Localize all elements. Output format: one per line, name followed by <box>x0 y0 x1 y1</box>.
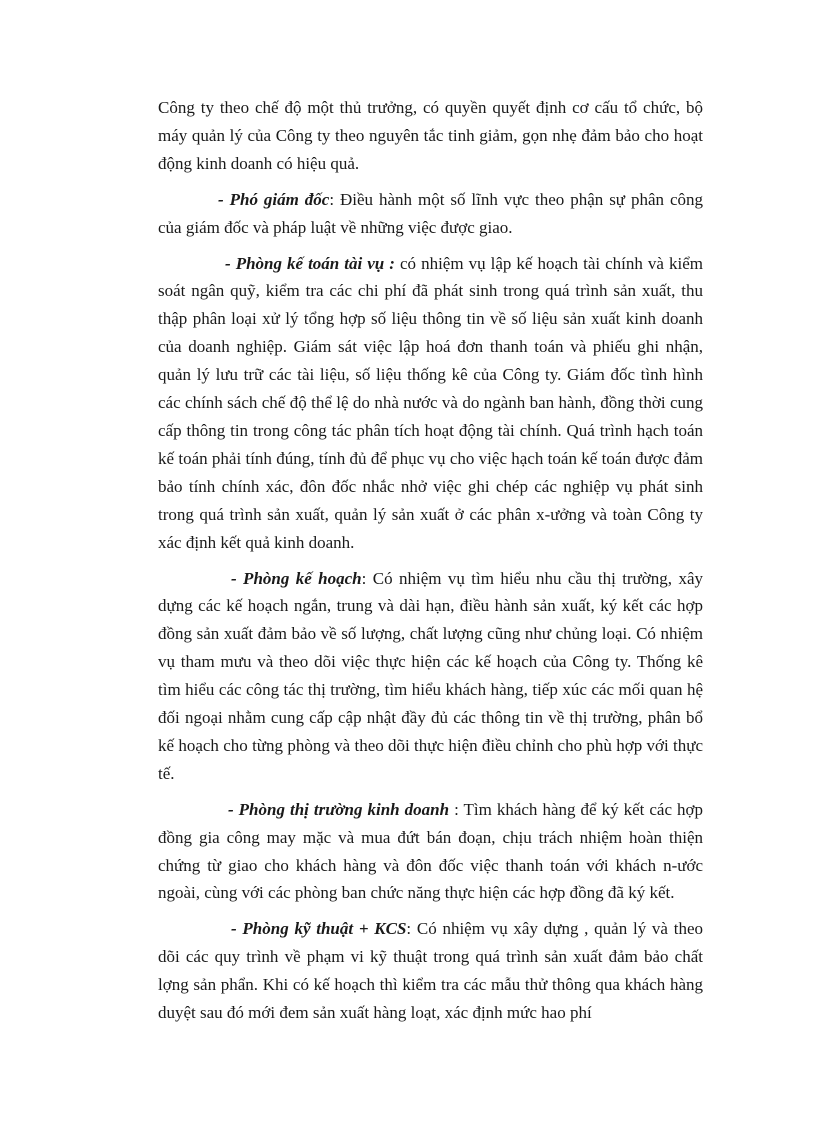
paragraph-heading: - Phó giám đốc <box>218 189 330 209</box>
paragraph-intro <box>158 94 703 178</box>
paragraph-heading: - Phòng kế hoạch <box>231 568 362 588</box>
paragraph-heading: - Phòng kế toán tài vụ : <box>225 253 395 273</box>
paragraph-technical <box>158 915 703 1027</box>
paragraph-body: : Có nhiệm vụ xây dựng , quản lý và theo dõi các quy trình về phạm vi kỹ thuật trong quá trình sản xuất đảm bảo chất lợng sản phẩn. Khi có kế hoạch thì kiểm tra các mẫu thử thông qua khách hàng duyệt sau đó mới đem sản xuất hàng loạt, xác định mức hao phí <box>158 919 703 1023</box>
paragraph-heading: - Phòng thị trường kinh doanh <box>228 799 450 819</box>
paragraph-accounting <box>158 250 703 557</box>
paragraph-heading: - Phòng kỹ thuật + KCS <box>231 919 407 939</box>
paragraph-body: có nhiệm vụ lập kế hoạch tài chính và kiểm soát ngân quỹ, kiểm tra các chi phí đã phát sinh trong quá trình sản xuất, thu thập phân loại xử lý tổng hợp số liệu thông tin về số liệu sản xuất kinh doanh của doanh nghiệp. Giám sát việc lập hoá đơn thanh toán và phiếu ghi nhận, quản lý lưu trữ các tài liệu, số liệu thống kê của Công ty. Giám đốc tình hình các chính sách chế độ thể lệ do nhà nước và do ngành ban hành, đồng thời cung cấp thông tin trong công tác phân tích hoạt động tài chính. Quá trình hạch toán kế toán phải tính đúng, tính đủ để phục vụ cho việc hạch toán kế toán được đảm bảo tính chính xác, đôn đốc nhắc nhở việc ghi chép các nghiệp vụ phát sinh trong quá trình sản xuất, quản lý sản xuất ở các phân x-ưởng và toàn Công ty xác định kết quả kinh doanh. <box>158 253 703 552</box>
paragraph-body: : Tìm khách hàng để ký kết các hợp đồng gia công may mặc và mua đứt bán đoạn, chịu trách nhiệm hoàn thiện chứng từ giao cho khách hàng và đôn đốc việc thanh toán với khách n-ước ngoài, cùng với các phòng ban chức năng thực hiện các hợp đồng đã ký kết. <box>158 799 703 903</box>
paragraph-planning <box>158 565 703 788</box>
document-page <box>158 94 703 1035</box>
paragraph-deputy-director <box>158 186 703 242</box>
paragraph-market <box>158 796 703 908</box>
paragraph-body: : Điều hành một số lĩnh vực theo phận sự phân công của giám đốc và pháp luật về những việc được giao. <box>158 189 703 237</box>
paragraph-body: Công ty theo chế độ một thủ trưởng, có quyền quyết định cơ cấu tổ chức, bộ máy quản lý của Công ty theo nguyên tắc tinh giảm, gọn nhẹ đảm bảo cho hoạt động kinh doanh có hiệu quả. <box>158 98 703 173</box>
paragraph-body: : Có nhiệm vụ tìm hiểu nhu cầu thị trường, xây dựng các kế hoạch ngắn, trung và dài hạn, điều hành sản xuất, ký kết các hợp đồng sản xuất đảm bảo về số lượng, chất lượng cũng như chủng loại. Có nhiệm vụ tham mưu và theo dõi việc thực hiện các kế hoạch của Công ty. Thống kê tìm hiểu các công tác thị trường, tìm hiểu khách hàng, tiếp xúc các mối quan hệ đối ngoại nhằm cung cấp cập nhật đầy đủ các thông tin về thị trường, phân bổ kế hoạch cho từng phòng và theo dõi thực hiện điều chỉnh cho phù hợp với thực tế. <box>158 568 703 783</box>
